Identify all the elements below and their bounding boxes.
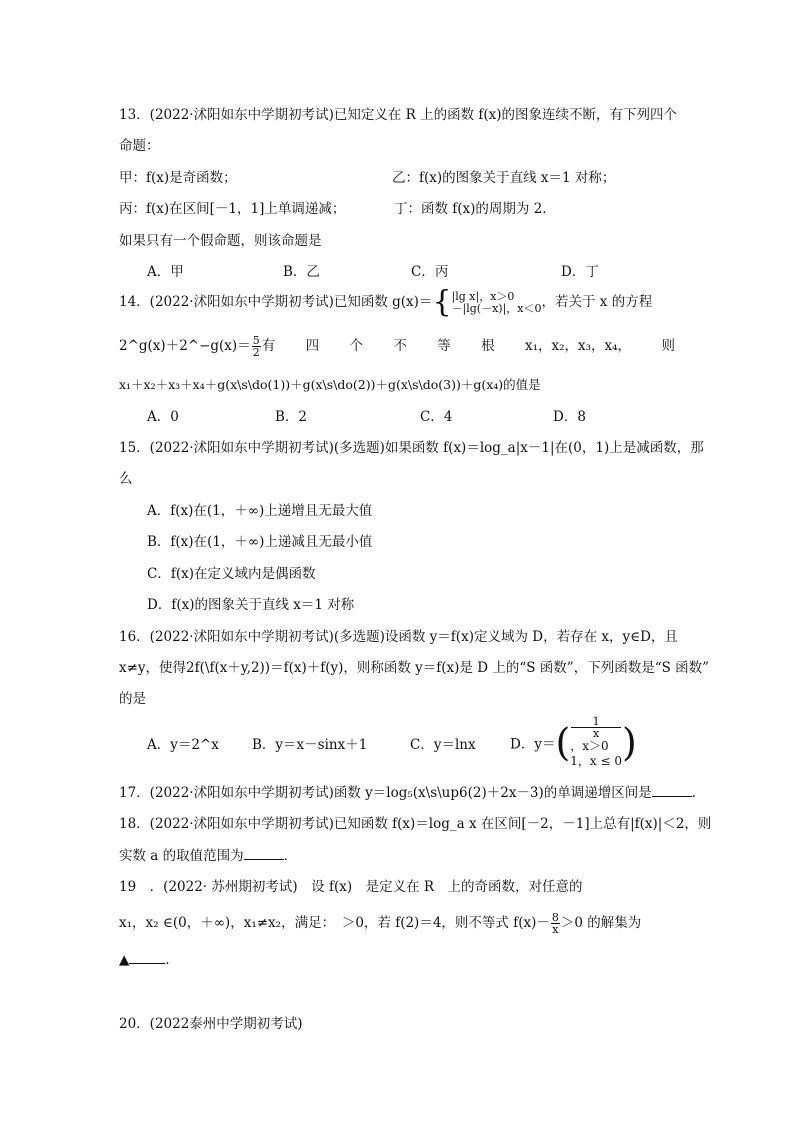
- q18-stem-line1: 18．(2022·沭阳如东中学期初考试)已知函数 f(x)＝log_a x 在区间[－2，－1]上总有|f(x)|＜2，则: [119, 816, 712, 832]
- q14-eq: [119, 334, 275, 358]
- q14-spread: [119, 334, 675, 358]
- q15-option-d: D．f(x)的图象关于直线 x＝1 对称: [147, 597, 355, 613]
- q14-option-d: D．8: [553, 409, 586, 425]
- q14-stem-line3: x₁＋x₂＋x₃＋x₄＋g(x\s\do(1))＋g(x\s\do(2))＋g(x\s\do(3))＋g(x₄)的值是: [119, 377, 541, 392]
- q19-frac-num: 8: [551, 911, 559, 924]
- q15-stem-line1: 15．(2022·沭阳如东中学期初考试)(多选题)如果函数 f(x)＝log_a|x－1|在(0，1)上是减函数，那: [119, 440, 704, 456]
- q16-stem-line3: 的是: [119, 691, 146, 707]
- q14-word-3: 不: [393, 338, 407, 354]
- q14-word-4: 等: [437, 338, 451, 354]
- q13-option-c: C．丙: [411, 264, 449, 280]
- q14-frac-num: 5: [252, 334, 260, 347]
- q16-option-d-frac-den: x: [593, 727, 600, 740]
- q13-stem-line3: 如果只有一个假命题，则该命题是: [119, 233, 322, 249]
- q14-fraction: [252, 335, 261, 358]
- q13-option-b: B．乙: [283, 264, 320, 280]
- q16-option-d-piecewise: [570, 716, 622, 769]
- q16-option-c: C．y＝lnx: [410, 737, 476, 753]
- q16-stem-line2: x≠y，使得2f(\f(x＋y,2))＝f(x)＋f(y)，则称函数 y＝f(x)是 D 上的“S 函数”，下列函数是“S 函数”: [119, 660, 710, 676]
- q14-stem-a: 14．(2022·沭阳如东中学期初考试)已知函数 g(x)＝: [119, 294, 433, 310]
- q16-option-d-cond-1: ，x＞0: [570, 739, 609, 753]
- q18-answer-blank[interactable]: [244, 847, 284, 860]
- q13-stem-line2: 命题：: [119, 138, 160, 154]
- q19-triangle: ▲: [119, 952, 130, 968]
- q14-stem-b: ，若关于 x 的方程: [541, 294, 653, 310]
- q19-stem2a: x₁，x₂ ∈(0，＋∞)，x₁≠x₂，满足： ＞0，若 f(2)＝4，则不等式 f(x)－: [119, 915, 550, 931]
- q14-stem-line1: [119, 284, 653, 320]
- q16-option-d-piece-1: [570, 716, 622, 754]
- q17-stem: 17．(2022·沭阳如东中学期初考试)函数 y＝log₅(x\s\up6(2)＋2x－3)的单调递增区间是: [119, 785, 652, 801]
- q15-option-a: A．f(x)在(1，＋∞)上递增且无最大值: [147, 503, 373, 519]
- q14-word-2: 个: [349, 338, 363, 354]
- q17-end: ．: [691, 785, 706, 801]
- q16-stem-line1: 16．(2022·沭阳如东中学期初考试)(多选题)设函数 y＝f(x)定义域为 D，若存在 x，y∈D，且: [119, 629, 678, 645]
- q14-piecewise: [452, 291, 542, 315]
- q18-stem-line2: [119, 844, 297, 864]
- q14-brace: {: [432, 284, 452, 320]
- q16-option-b: B．y＝x－sinx＋1: [252, 737, 368, 753]
- q13-proposition-jia: 甲：f(x)是奇函数；: [119, 170, 237, 186]
- q16-paren-left: (: [555, 720, 571, 765]
- q19-stem-line1: 19 ．(2022· 苏州期初考试) 设 f(x) 是定义在 R 上的奇函数，对任意的: [119, 879, 583, 895]
- q13-stem-line1: 13．(2022·沭阳如东中学期初考试)已知定义在 R 上的函数 f(x)的图象连续不断，有下列四个: [119, 107, 678, 123]
- q15-option-c: C．f(x)在定义域内是偶函数: [147, 566, 316, 582]
- q14-piece-2: －|lg(－x)|，x＜0: [451, 301, 542, 315]
- q15-option-b: B．f(x)在(1，＋∞)上递减且无最小值: [147, 534, 373, 550]
- q19-stem-line2: [119, 911, 641, 935]
- q20-stem: 20．(2022泰州中学期初考试): [119, 1016, 303, 1032]
- q19-frac-den: x: [552, 923, 559, 936]
- q13-option-d: D．丁: [561, 264, 599, 280]
- q16-option-d-frac-num: 1: [571, 716, 621, 728]
- q19-fraction: [551, 912, 560, 935]
- q16-option-d: [510, 716, 637, 769]
- q13-option-a: A．甲: [147, 264, 184, 280]
- q14-option-c: C．4: [420, 409, 453, 425]
- q14-option-a: A．0: [147, 409, 179, 425]
- q13-proposition-ding: 丁：函数 f(x)的周期为 2．: [394, 201, 556, 217]
- q19-stem2b: ＞0 的解集为: [560, 915, 642, 931]
- q16-paren-right: ): [622, 720, 637, 765]
- q13-proposition-yi: 乙：f(x)的图象关于直线 x＝1 对称；: [392, 170, 616, 186]
- q16-option-d-piece-2: 1，x ≤ 0: [570, 754, 623, 768]
- q14-option-b: B．2: [275, 409, 308, 425]
- q17-stem-line: [119, 781, 705, 801]
- q18-end: ．: [283, 848, 298, 864]
- q14-word-0: 有: [261, 338, 276, 354]
- q19-stem-line3: [119, 948, 179, 968]
- q14-word-5: 根: [481, 338, 495, 354]
- q14-eq-left: 2^g(x)＋2^−g(x)＝: [119, 338, 251, 354]
- q14-word-7: 则: [661, 338, 675, 354]
- q17-answer-blank[interactable]: [652, 784, 692, 797]
- q16-option-d-prefix: D．y＝: [510, 736, 556, 753]
- q14-piece-1: |lg x|，x＞0: [451, 289, 515, 303]
- q19-end: ．: [165, 952, 179, 968]
- q14-word-1: 四: [305, 338, 320, 354]
- q18-stem2: 实数 a 的取值范围为: [119, 848, 244, 864]
- q15-stem-line2: 么: [119, 471, 133, 487]
- q14-frac-den: 2: [252, 346, 260, 359]
- q16-option-d-frac: [571, 716, 621, 739]
- q14-stem-line2: [119, 334, 675, 358]
- q13-proposition-bing: 丙：f(x)在区间[－1，1]上单调递减；: [119, 201, 346, 217]
- q19-answer-blank[interactable]: [129, 951, 165, 964]
- q14-word-6: x₁，x₂，x₃，x₄，: [524, 338, 632, 354]
- q16-option-a: A．y＝2^x: [147, 737, 219, 753]
